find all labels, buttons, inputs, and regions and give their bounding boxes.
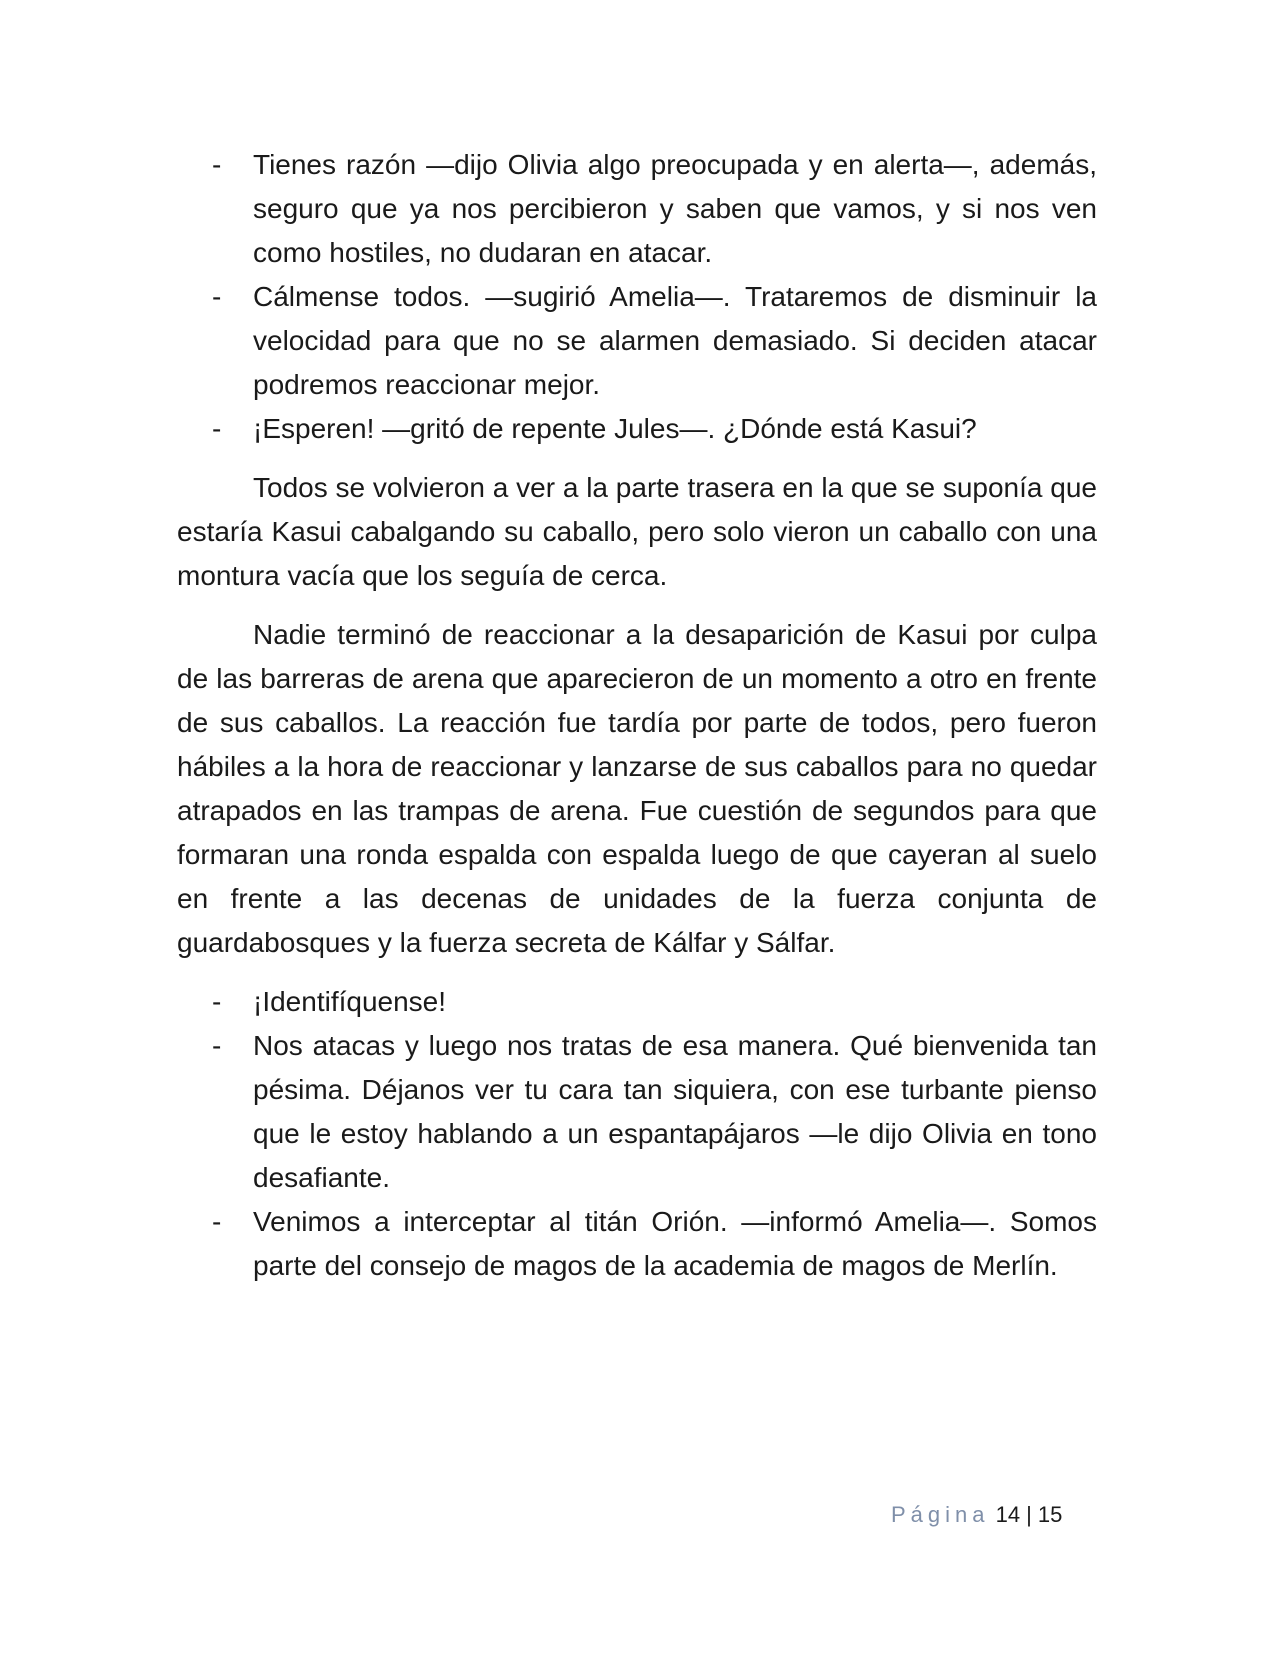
dialogue-line — [177, 1200, 1097, 1288]
dialogue-line — [177, 980, 1097, 1024]
paragraph: Todos se volvieron a ver a la parte trasera en la que se suponía que estaría Kasui cabalgando su caballo, pero solo vieron un caballo con una montura vacía que los seguía de cerca. — [177, 472, 1097, 591]
page-total: 15 — [1037, 1502, 1063, 1527]
dialogue-dash: - — [212, 281, 222, 312]
dialogue-line — [177, 407, 1097, 451]
dialogue-dash: - — [212, 413, 222, 444]
dialogue-line — [177, 275, 1097, 407]
page-number: 14 — [995, 1502, 1021, 1527]
dialogue-dash: - — [212, 149, 222, 180]
dialogue-dash: - — [212, 1030, 222, 1061]
dialogue-text: Tienes razón —dijo Olivia algo preocupada y en alerta—, además, seguro que ya nos percibieron y saben que vamos, y si nos ven como hostiles, no dudaran en atacar. — [253, 149, 1097, 268]
dialogue-line — [177, 1024, 1097, 1200]
dialogue-dash: - — [212, 986, 222, 1017]
page-label: Página — [891, 1502, 990, 1527]
page-separator: | — [1026, 1502, 1032, 1527]
dialogue-block-2 — [177, 980, 1097, 1288]
dialogue-line — [177, 143, 1097, 275]
dialogue-text: ¡Identifíquense! — [253, 986, 447, 1017]
page-body — [177, 143, 1097, 1288]
dialogue-dash: - — [212, 1206, 222, 1237]
dialogue-text: ¡Esperen! —gritó de repente Jules—. ¿Dónde está Kasui? — [253, 413, 977, 444]
dialogue-block-1 — [177, 143, 1097, 451]
dialogue-text: Venimos a interceptar al titán Orión. —informó Amelia—. Somos parte del consejo de magos de la academia de magos de Merlín. — [253, 1206, 1097, 1281]
dialogue-text: Nos atacas y luego nos tratas de esa manera. Qué bienvenida tan pésima. Déjanos ver tu cara tan siquiera, con ese turbante pienso que le estoy hablando a un espantapájaros —le dijo Olivia en tono desafiante. — [253, 1030, 1097, 1193]
paragraph: Nadie terminó de reaccionar a la desaparición de Kasui por culpa de las barreras de arena que aparecieron de un momento a otro en frente de sus caballos. La reacción fue tardía por parte de todos, pero fueron hábiles a la hora de reaccionar y lanzarse de sus caballos para no quedar atrapados en las trampas de arena. Fue cuestión de segundos para que formaran una ronda espalda con espalda luego de que cayeran al suelo en frente a las decenas de unidades de la fuerza conjunta de guardabosques y la fuerza secreta de Kálfar y Sálfar. — [177, 619, 1097, 958]
dialogue-text: Cálmense todos. —sugirió Amelia—. Trataremos de disminuir la velocidad para que no se alarmen demasiado. Si deciden atacar podremos reaccionar mejor. — [253, 281, 1097, 400]
page-footer — [891, 1500, 1062, 1530]
